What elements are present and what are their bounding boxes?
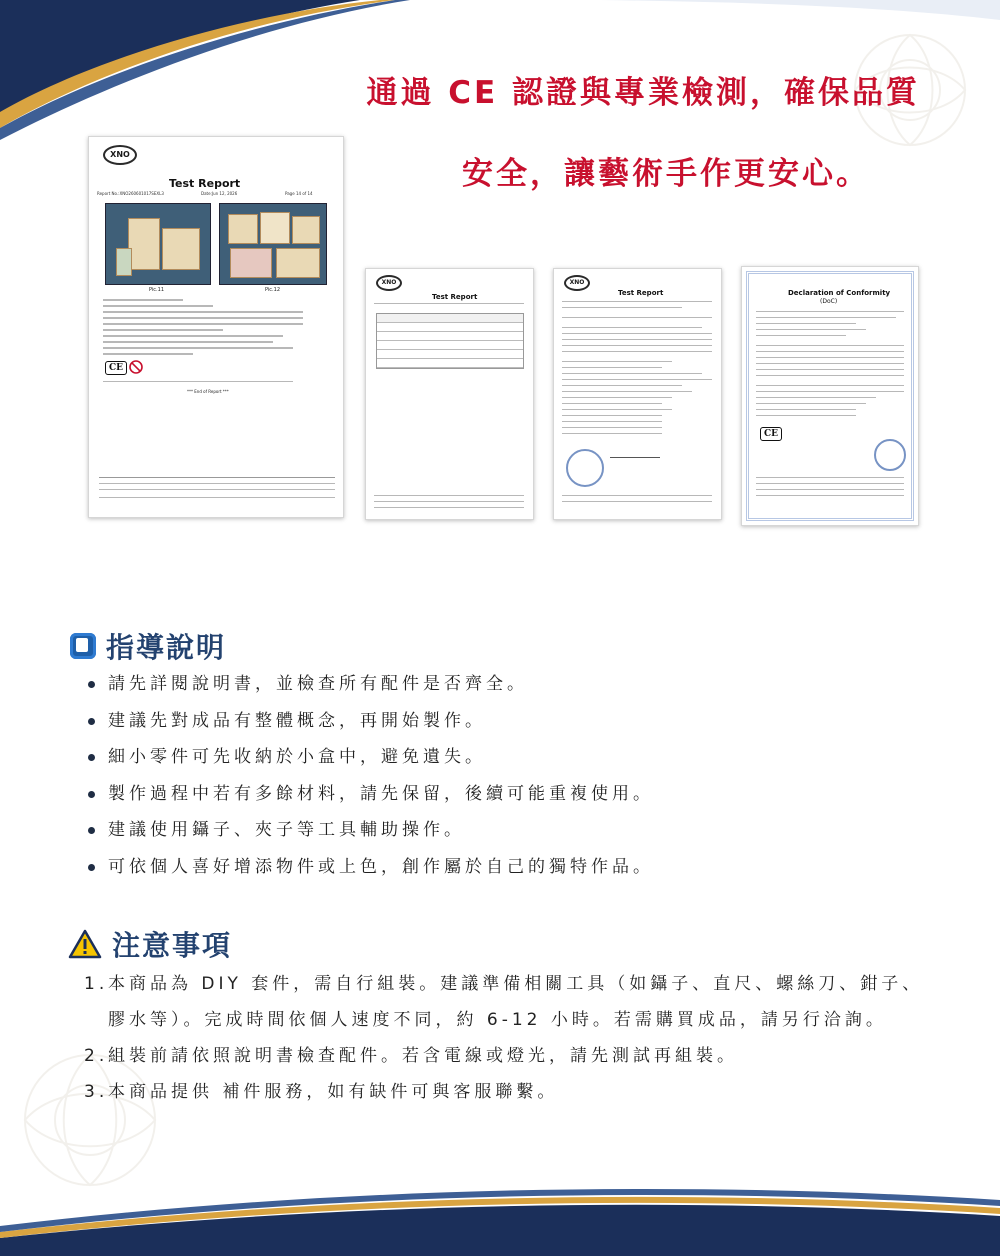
list-item [84,1038,924,1074]
list-number: 1. [84,974,109,994]
report-page: Page 14 of 14 [285,191,313,196]
xno-logo: XNO [103,145,137,165]
test-report-document-table [365,268,534,520]
photo-caption-2: Pic.12 [265,287,280,293]
notice-list [84,966,924,1110]
headline [360,75,920,192]
document-title: Test Report [432,293,478,301]
list-item: 細小零件可先收納於小盒中，避免遺失。 [84,745,654,782]
headline-line-2: 安全，讓藝術手作更安心。 [462,156,870,192]
list-item: 建議使用鑷子、夾子等工具輔助操作。 [84,818,654,855]
choking-hazard-icon [129,360,143,374]
list-item: 製作過程中若有多餘材料，請先保留，後續可能重複使用。 [84,782,654,819]
declaration-of-conformity-document [741,266,919,526]
test-report-document-details [553,268,722,520]
decorative-bottom-swoosh [0,1176,1000,1256]
guide-section-header [70,626,226,666]
list-text: 本商品提供 補件服務，如有缺件可與客服聯繫。 [108,1082,559,1102]
report-number: Report No.:XNO260601017SEXL3 [97,191,164,196]
document-subtitle: (DoC) [820,298,838,305]
xno-logo: XNO [376,275,402,291]
document-icon [70,633,96,659]
report-date: Date:Jun 12, 2026 [201,191,238,196]
warning-icon [68,929,102,959]
list-item: 建議先對成品有整體概念，再開始製作。 [84,709,654,746]
test-report-document-large [88,136,344,518]
guide-list [84,672,654,892]
certification-stamp [566,449,604,487]
document-title: Test Report [618,289,664,297]
notice-section-title: 注意事項 [112,929,233,962]
end-of-report: *** End of Report *** [187,389,229,394]
list-text: 組裝前請依照說明書檢查配件。若含電線或燈光，請先測試再組裝。 [108,1046,738,1066]
guide-section-title: 指導說明 [106,631,227,664]
list-number: 3. [84,1082,109,1102]
list-text: 本商品為 DIY 套件，需自行組裝。建議準備相關工具（如鑷子、直尺、螺絲刀、鉗子、膠水等）。完成時間依個人速度不同，約 6-12 小時。若需購買成品，請另行洽詢。 [108,974,924,1030]
list-item [84,1074,924,1110]
list-item: 請先詳閱說明書，並檢查所有配件是否齊全。 [84,672,654,709]
test-results-table [376,313,524,369]
product-photo-2 [219,203,327,285]
document-title: Test Report [169,177,241,190]
list-number: 2. [84,1046,109,1066]
document-title: Declaration of Conformity [788,289,891,297]
headline-line-1: 通過 CE 認證與專業檢測，確保品質 [366,75,920,111]
xno-logo: XNO [564,275,590,291]
ce-mark: CE [760,427,782,441]
ce-mark: CE [105,361,127,375]
certification-stamp [874,439,906,471]
list-item [84,966,924,1038]
notice-section-header [68,924,232,964]
list-item: 可依個人喜好增添物件或上色，創作屬於自己的獨特作品。 [84,855,654,892]
product-photo-1 [105,203,211,285]
photo-caption-1: Pic.11 [149,287,164,293]
